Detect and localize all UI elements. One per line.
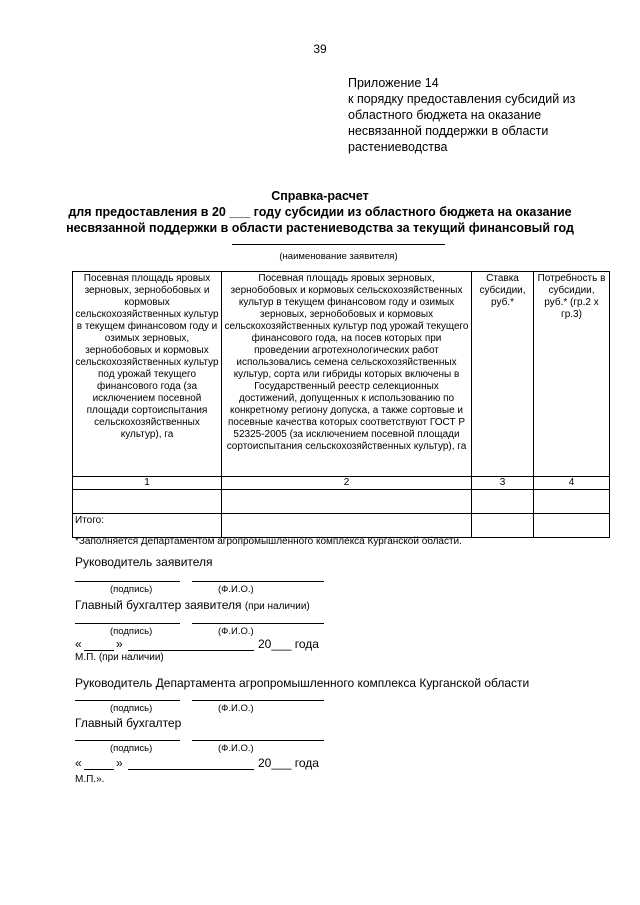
- table-cell[interactable]: [534, 514, 610, 538]
- footnote: *Заполняется Департаментом агропромышленного комплекса Курганской области.: [75, 536, 462, 547]
- appendix-block: [348, 75, 618, 155]
- header-cell: Посевная площадь яровых зерновых, зернобобовых и кормовых сельскохозяйственных культур в текущем финансовом году и озимых зерновых, зернобобовых и кормовых сельскохозяйственных культур под урожай текущего финансового года, на посев которых при проведении агротехнологических работ использовались семена сельскохозяйственных культур, сорта или гибриды которых включены в Государственный реестр селекционных достижений, допущенных к использованию по конкретному региону допуска, а также сортовые и посевные качества которых соответствуют ГОСТ Р 52325-2005 (за исключением посевной площади сортоиспытания сельскохозяйственных культур), га: [222, 272, 472, 477]
- table-cell[interactable]: [222, 514, 472, 538]
- signature-caption: (подпись): [110, 584, 153, 595]
- applicant-caption: (наименование заявителя): [279, 251, 398, 262]
- table-header-row: [73, 272, 610, 477]
- header-cell: Ставка субсидии, руб.*: [472, 272, 534, 477]
- calculation-table: [72, 271, 610, 538]
- appendix-line: областного бюджета на оказание: [348, 108, 542, 122]
- head-department-label: Руководитель Департамента агропромышленного комплекса Курганской области: [75, 676, 530, 690]
- column-number-row: [73, 477, 610, 490]
- name-line: [192, 623, 324, 624]
- signature-line: [75, 700, 180, 701]
- table-cell[interactable]: [222, 490, 472, 514]
- signature-caption: (подпись): [110, 626, 153, 637]
- name-line: [192, 581, 324, 582]
- name-caption: (Ф.И.О.): [218, 703, 254, 714]
- name-line: [192, 740, 324, 741]
- header-cell: Посевная площадь яровых зерновых, зернобобовых и кормовых сельскохозяйственных культур в текущем финансовом году и озимых зерновых, зернобобовых и кормовых сельскохозяйственных культур под урожай текущего финансового года (за исключением посевной площади сортоиспытания сельскохозяйственных культур), га: [73, 272, 222, 477]
- chief-accountant-applicant-label: Главный бухгалтер заявителя: [75, 598, 242, 612]
- table-row: [73, 490, 610, 514]
- total-row: [73, 514, 610, 538]
- date-close-quote: »: [116, 637, 123, 651]
- date-year: 20___ года: [258, 637, 319, 651]
- document-title: Справка-расчет: [271, 189, 369, 203]
- date-open-quote: «: [75, 637, 82, 651]
- column-number: 3: [472, 477, 534, 490]
- appendix-line: растениеводства: [348, 140, 448, 154]
- head-applicant-label: Руководитель заявителя: [75, 555, 213, 569]
- name-line: [192, 700, 324, 701]
- appendix-line: к порядку предоставления субсидий из: [348, 92, 576, 106]
- page-number: 39: [313, 42, 327, 56]
- document-subtitle: [40, 204, 600, 236]
- signature-line: [75, 623, 180, 624]
- date-day-line: [84, 650, 114, 651]
- table-cell[interactable]: [472, 514, 534, 538]
- signature-caption: (подпись): [110, 743, 153, 754]
- if-any-note: (при наличии): [244, 601, 310, 612]
- date-day-line: [84, 769, 114, 770]
- column-number: 1: [73, 477, 222, 490]
- chief-accountant-label: Главный бухгалтер: [75, 716, 182, 730]
- stamp-department: М.П.».: [75, 774, 105, 785]
- table-cell[interactable]: [472, 490, 534, 514]
- date-close-quote: »: [116, 756, 123, 770]
- name-caption: (Ф.И.О.): [218, 626, 254, 637]
- name-caption: (Ф.И.О.): [218, 743, 254, 754]
- column-number: 2: [222, 477, 472, 490]
- subtitle-line: для предоставления в 20 ___ году субсидии из областного бюджета на оказание: [68, 205, 572, 219]
- header-cell: Потребность в субсидии, руб.* (гр.2 x гр.3): [534, 272, 610, 477]
- date-year: 20___ года: [258, 756, 319, 770]
- date-open-quote: «: [75, 756, 82, 770]
- total-label: Итого:: [73, 514, 222, 538]
- stamp-applicant: М.П. (при наличии): [75, 652, 164, 663]
- date-month-line: [128, 650, 254, 651]
- signature-line: [75, 740, 180, 741]
- appendix-line: Приложение 14: [348, 76, 439, 90]
- table-cell[interactable]: [534, 490, 610, 514]
- subtitle-line: несвязанной поддержки в области растениеводства за текущий финансовый год: [66, 221, 574, 235]
- applicant-name-line: [232, 244, 445, 245]
- table-cell[interactable]: [73, 490, 222, 514]
- name-caption: (Ф.И.О.): [218, 584, 254, 595]
- appendix-line: несвязанной поддержки в области: [348, 124, 549, 138]
- date-month-line: [128, 769, 254, 770]
- chief-accountant-applicant: [75, 598, 310, 612]
- column-number: 4: [534, 477, 610, 490]
- signature-line: [75, 581, 180, 582]
- signature-caption: (подпись): [110, 703, 153, 714]
